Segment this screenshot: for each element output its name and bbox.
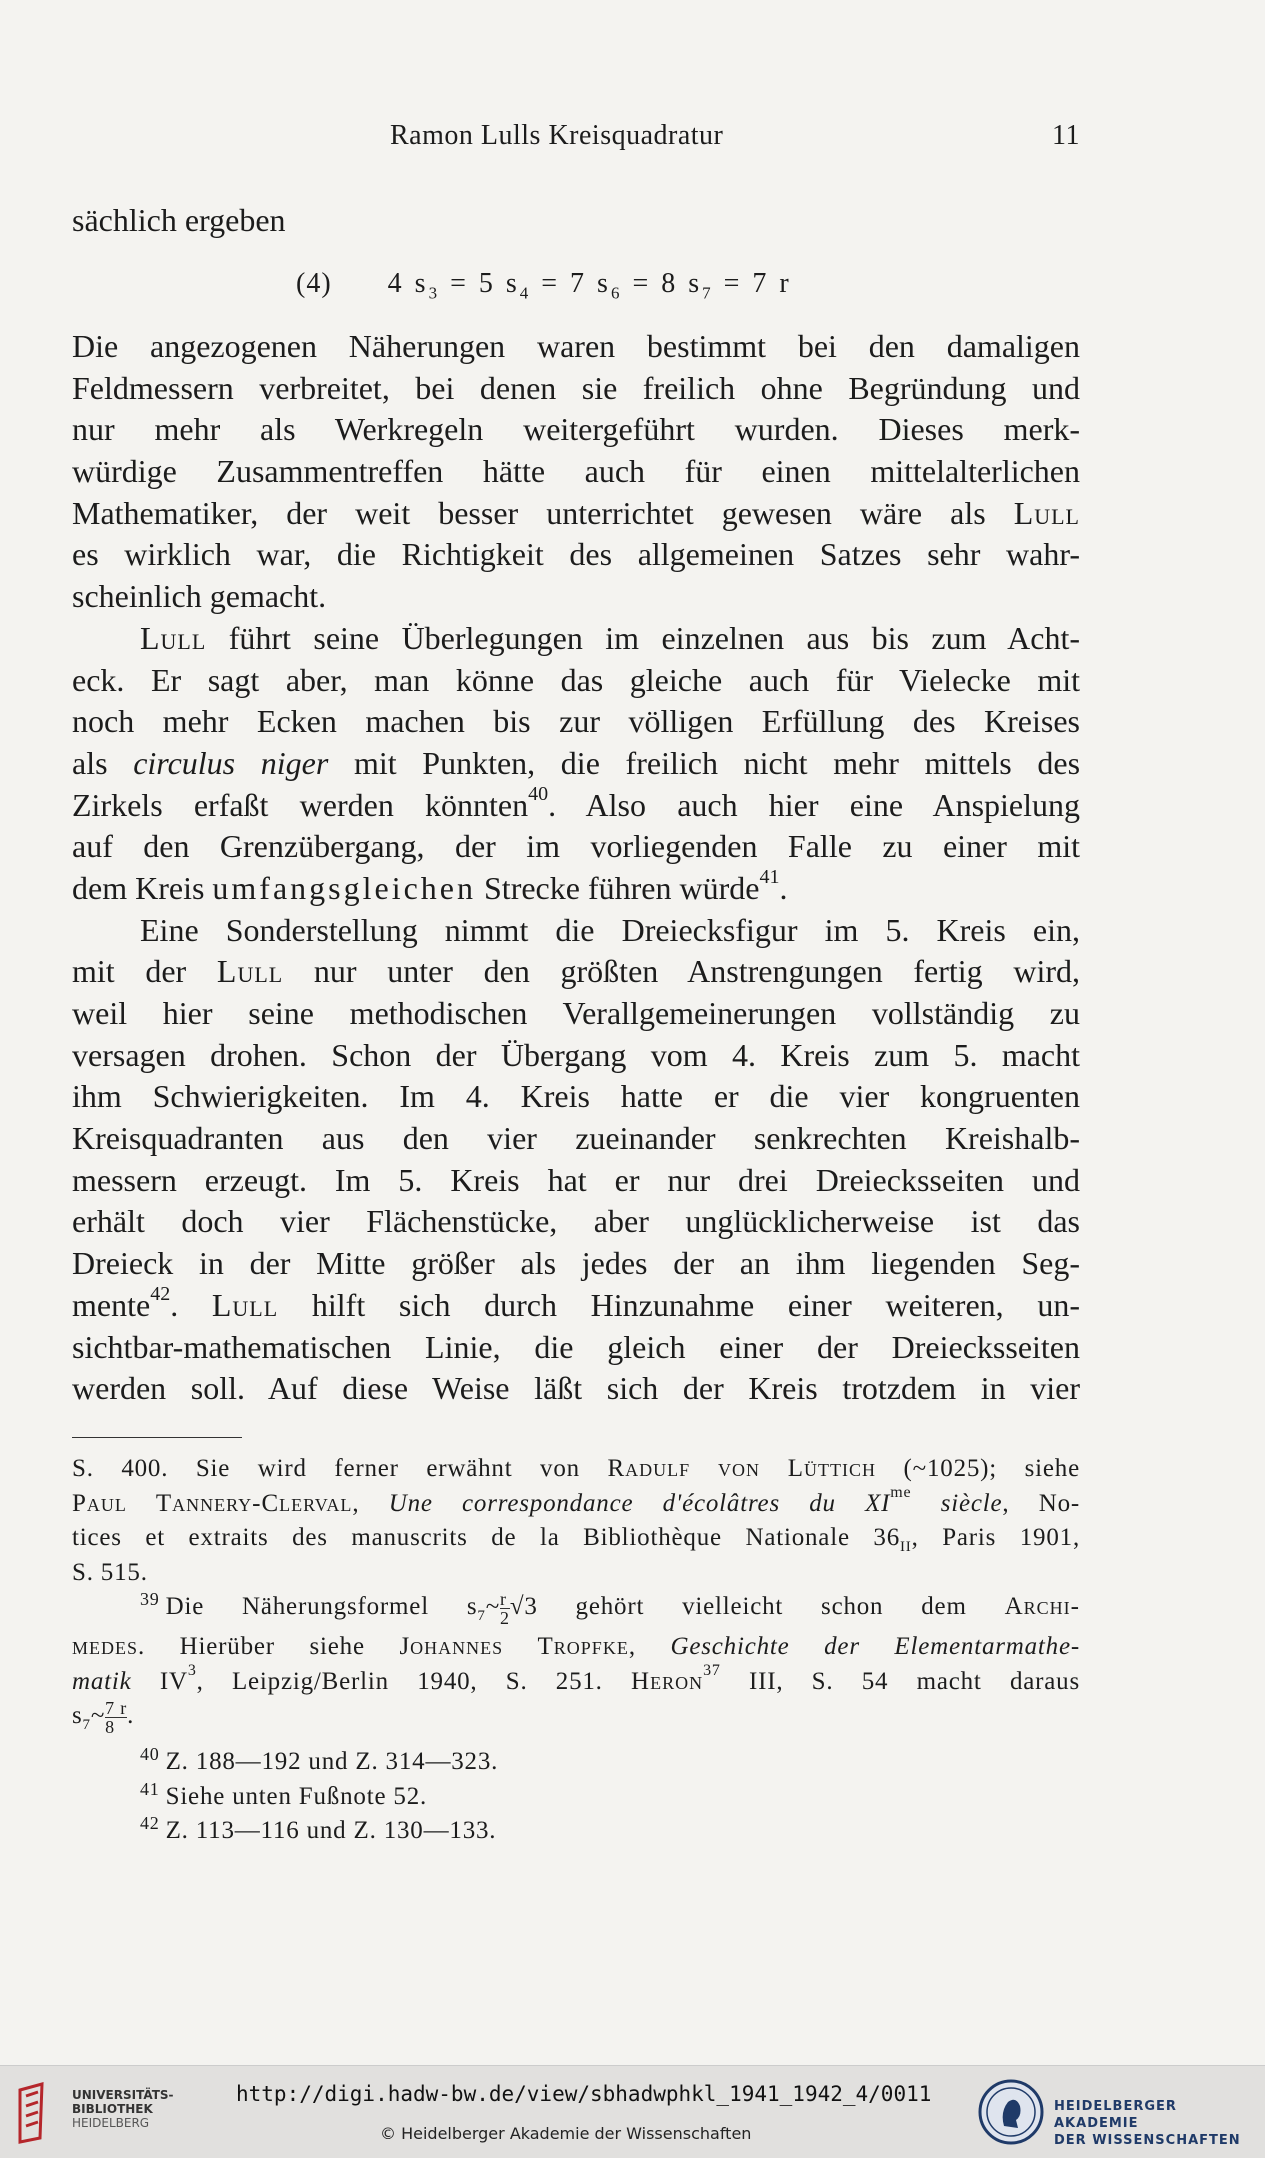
superscript: 3 [187, 1662, 197, 1680]
text-run: . [170, 1286, 212, 1323]
fraction-denominator: 8 [105, 1717, 127, 1736]
footnote-line [72, 1521, 1080, 1556]
library-logo-text [72, 2088, 174, 2130]
book-title: siècle [911, 1489, 1003, 1517]
text-run: Mathematiker, der weit besser unterrichtet gewesen wäre als [72, 494, 1014, 531]
equation-term: = 7 r [713, 268, 792, 299]
book-title: matik [72, 1667, 132, 1695]
text-run: , No- [1002, 1489, 1080, 1517]
library-logo-line: BIBLIOTHEK [72, 2102, 153, 2116]
text-line: weil hier seine methodischen Verallgemeinerungen vollständig zu [72, 995, 1080, 1031]
footnotes [72, 1452, 1080, 1849]
footnote-ref: 40 [528, 782, 549, 805]
library-logo-line: UNIVERSITÄTS- [72, 2088, 174, 2102]
text-line: auf den Grenzübergang, der im vorliegenden Falle zu einer mit [72, 828, 1080, 865]
text-line: eck. Er sagt aber, man könne das gleiche auch für Vielecke mit [72, 661, 1080, 698]
text-run: gehört vielleicht schon dem [537, 1593, 1005, 1621]
text-run: . [127, 1702, 135, 1730]
equation-subscript: 6 [610, 283, 623, 303]
text-line: Eine Sonderstellung nimmt die Dreiecksfigur im 5. Kreis ein, [140, 911, 1080, 948]
equation-subscript: 4 [519, 283, 532, 303]
text-line: noch mehr Ecken machen bis zur völligen Erfüllung des Kreises [72, 703, 1080, 740]
book-title: Geschichte der Elementarmathe- [670, 1633, 1080, 1660]
footnote-42 [72, 1814, 1080, 1849]
text-run: . [779, 869, 788, 906]
equation-number: (4) [296, 268, 332, 299]
author-name: Lull [1013, 494, 1080, 531]
subscript: II [900, 1539, 912, 1555]
latin-term: circulus niger [133, 744, 329, 781]
footnote-line [72, 1630, 1080, 1665]
fraction [500, 1590, 510, 1627]
text-run: III, S. 54 macht daraus [720, 1667, 1080, 1695]
academy-logo[interactable] [976, 2076, 1256, 2148]
permalink-url[interactable]: http://digi.hadw-bw.de/view/sbhadwphkl_1941_1942_4/0011 [236, 2082, 932, 2106]
text-line: messern erzeugt. Im 5. Kreis hat er nur drei Dreiecksseiten und [72, 1161, 1080, 1198]
approx-sign: ~ [90, 1702, 106, 1730]
library-emblem-icon [14, 2080, 64, 2146]
text-line: versagen drohen. Schon der Übergang vom 4. Kreis zum 5. macht [72, 1036, 1080, 1073]
spaced-emphasis: umfangsgleichen [212, 869, 476, 906]
text-run: IV [131, 1667, 188, 1695]
author-name: Heron [631, 1667, 704, 1695]
text-run: mit der [72, 953, 217, 990]
text-line [72, 868, 1080, 910]
footnote-divider [72, 1437, 242, 1438]
opening-text [72, 200, 1080, 242]
footnote-text: Siehe unten Fußnote 52. [165, 1782, 428, 1810]
superscript: 37 [703, 1662, 721, 1680]
footnote-ref: 41 [759, 866, 780, 889]
footnote-39 [72, 1590, 1080, 1630]
text-run: S. 400. Sie wird ferner erwähnt von [72, 1455, 608, 1482]
equation-term: 4 s [387, 268, 429, 299]
footnote-line [72, 1484, 1080, 1522]
text-run: , [352, 1489, 389, 1517]
fraction-denominator: 2 [500, 1608, 510, 1628]
footnote-line [72, 1452, 1080, 1487]
text-run: . Also auch hier eine Anspielung [548, 786, 1081, 823]
text-run: mente [72, 1286, 151, 1323]
fraction-numerator: 7 r [105, 1698, 128, 1718]
academy-logo-line: HEIDELBERGER AKADEMIE [1054, 2099, 1177, 2131]
text-line: sächlich ergeben [72, 202, 286, 238]
text-run: nur unter den größten Anstrengungen fertig wird, [283, 953, 1081, 990]
academy-logo-line: DER WISSENSCHAFTEN [1054, 2133, 1241, 2148]
page-number: 11 [1052, 120, 1080, 151]
footnote-41 [72, 1780, 1080, 1815]
footnote-text: Z. 113—116 und Z. 130—133. [165, 1817, 497, 1844]
text-run: dem Kreis [72, 869, 213, 906]
footnote-line: S. 515. [72, 1558, 148, 1586]
text-run: , [628, 1633, 671, 1660]
text-line: werden soll. Auf diese Weise läßt sich der Kreis trotzdem in vier [72, 1370, 1080, 1407]
text-line: Die angezogenen Näherungen waren bestimmt bei den damaligen [72, 328, 1080, 364]
university-library-logo[interactable] [14, 2080, 174, 2146]
text-run: , Paris 1901, [911, 1524, 1080, 1551]
fraction [105, 1699, 127, 1736]
footnote-number: 39 [140, 1589, 160, 1610]
academy-logo-text [1054, 2098, 1256, 2149]
text-run: Strecke führen würde [476, 869, 760, 906]
text-line: Feldmessern verbreitet, bei denen sie freilich ohne Begründung und [72, 369, 1080, 406]
text-line [72, 743, 1080, 785]
equation-term: = 8 s [622, 268, 703, 299]
text-line: ihm Schwierigkeiten. Im 4. Kreis hatte er die vier kongruenten [72, 1078, 1080, 1115]
footnote-number: 42 [140, 1813, 160, 1833]
author-name: Johannes Tropfke [399, 1633, 629, 1660]
text-line [72, 618, 1080, 660]
footnote-text: Z. 188—192 und Z. 314—323. [165, 1748, 499, 1775]
text-line [72, 782, 1081, 827]
square-root: √3 [509, 1593, 538, 1621]
text-run: führt seine Überlegungen im einzelnen aus bis zum Acht- [206, 619, 1080, 656]
footnote-40 [72, 1745, 1080, 1780]
academy-seal-icon [976, 2076, 1046, 2148]
text-line [72, 1285, 1080, 1327]
text-run: Zirkels erfaßt werden könnten [72, 786, 529, 823]
running-head [72, 120, 1080, 160]
book-title: Une correspondance d'écolâtres du XI [388, 1489, 891, 1517]
text-run: Die Näherungsformel s [165, 1593, 478, 1621]
text-run: mit Punkten, die freilich nicht mehr mittels des [328, 744, 1081, 781]
text-line: erhält doch vier Flächenstücke, aber unglücklicherweise ist das [72, 1203, 1080, 1240]
text-run: als [72, 744, 134, 781]
footnote-number: 41 [140, 1778, 160, 1799]
subscript: 7 [82, 1717, 91, 1734]
body-text [72, 326, 1080, 1410]
equation-term: = 7 s [531, 268, 611, 299]
author-name: Lull [216, 953, 284, 990]
author-name: Radulf von Lüttich [607, 1455, 876, 1482]
text-line: nur mehr als Werkregeln weitergeführt wurden. Dieses merk- [72, 411, 1080, 448]
text-run: , Leipzig/Berlin 1940, S. 251. [196, 1667, 632, 1695]
text-line [72, 951, 1080, 993]
text-line: scheinlich gemacht. [72, 578, 327, 615]
footnote-line [72, 1662, 1080, 1700]
author-name: Archi- [1004, 1593, 1080, 1621]
text-run: s [72, 1702, 83, 1730]
running-title: Ramon Lulls Kreisquadratur [390, 120, 724, 151]
text-run: tices et extraits des manuscrits de la Bibliothèque Nationale 36 [72, 1524, 900, 1551]
equation-term: = 5 s [440, 268, 520, 299]
text-run: (~1025); siehe [875, 1455, 1080, 1482]
text-line [72, 493, 1080, 535]
subscript: 7 [477, 1608, 486, 1625]
text-line: es wirklich war, die Richtigkeit des allgemeinen Satzes sehr wahr- [72, 536, 1080, 573]
library-logo-line: HEIDELBERG [72, 2116, 150, 2130]
text-line: sichtbar-mathematischen Linie, die gleich einer der Dreiecksseiten [72, 1328, 1080, 1365]
approx-sign: ~ [485, 1593, 501, 1621]
superscript: me [890, 1484, 912, 1502]
text-line: Dreieck in der Mitte größer als jedes der an ihm liegenden Seg- [72, 1245, 1080, 1282]
equation-subscript: 3 [428, 283, 441, 303]
author-name: Lull [140, 619, 207, 656]
footnote-line [72, 1699, 1080, 1745]
author-name: Lull [211, 1286, 279, 1323]
fraction-numerator: r [500, 1589, 507, 1609]
text-run: hilft sich durch Hinzunahme einer weiteren, un- [278, 1286, 1080, 1323]
text-line: würdige Zusammentreffen hätte auch für einen mittelalterlichen [72, 453, 1080, 490]
copyright-notice: © Heidelberger Akademie der Wissenschaften [380, 2124, 752, 2143]
footnote-ref: 42 [150, 1283, 171, 1306]
footnote-number: 40 [140, 1744, 160, 1764]
equation-subscript: 7 [702, 283, 714, 303]
author-name: medes [72, 1633, 139, 1660]
text-run: . Hierüber siehe [138, 1633, 400, 1660]
text-line: Kreisquadranten aus den vier zueinander senkrechten Kreishalb- [72, 1120, 1080, 1157]
author-name: Paul Tannery-Clerval [72, 1489, 353, 1517]
equation-4 [296, 268, 792, 304]
viewer-footer [0, 2065, 1265, 2158]
